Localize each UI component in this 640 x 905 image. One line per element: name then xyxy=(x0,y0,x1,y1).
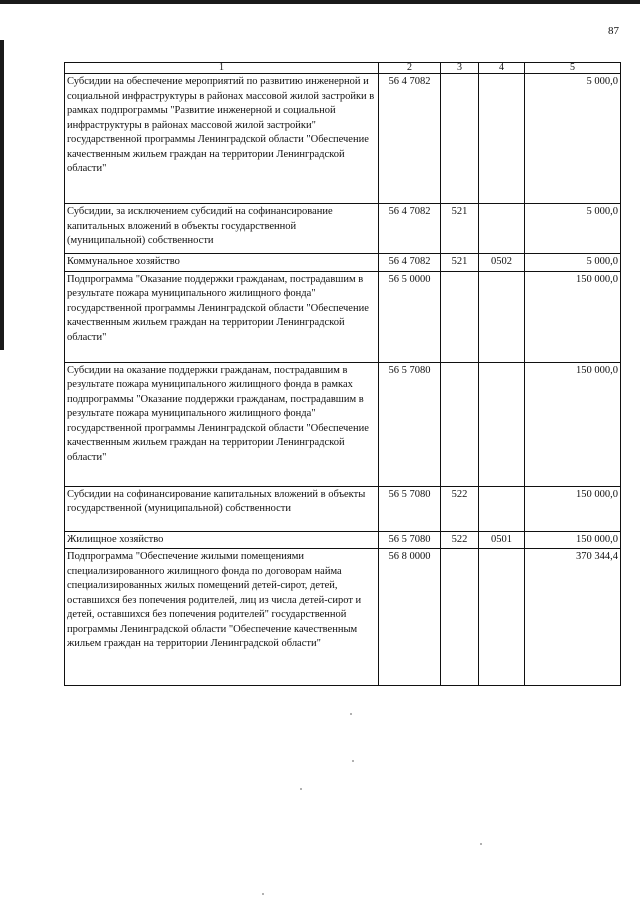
row-vr: 522 xyxy=(441,486,479,531)
row-name: Субсидии, за исключением субсидий на софинансирование капитальных вложений в объекты государственной (муниципальной) собственности xyxy=(65,204,379,254)
row-rz xyxy=(479,271,525,362)
table-row xyxy=(65,271,621,362)
row-code: 56 4 7082 xyxy=(379,254,441,272)
row-name: Субсидии на оказание поддержки гражданам, пострадавшим в результате пожара муниципального жилищного фонда в рамках подпрограммы "Оказание поддержки гражданам, пострадавшим в результате пожара муниципального жилищного фонда" государственной программы Ленинградской области "Обеспечение качественным жильем граждан на территории Ленинградской области" xyxy=(65,362,379,486)
table-row xyxy=(65,486,621,531)
scan-speck xyxy=(352,760,354,762)
row-amount: 5 000,0 xyxy=(525,74,621,204)
row-amount: 150 000,0 xyxy=(525,362,621,486)
scan-speck xyxy=(300,788,302,790)
row-rz: 0501 xyxy=(479,531,525,549)
table-row xyxy=(65,549,621,686)
row-name: Подпрограмма "Обеспечение жилыми помещениями специализированного жилищного фонда по договорам найма специализированных жилых помещений детей-сирот, детей, оставшихся без попечения родителей, лиц из числа детей-сирот и детей, оставшихся без попечения родителей" государственной программы Ленинградской области "Обеспечение качественным жильем граждан на территории Ленинградской области" xyxy=(65,549,379,686)
header-col-3: 3 xyxy=(441,63,479,74)
row-vr xyxy=(441,549,479,686)
page-number: 87 xyxy=(608,25,619,37)
scan-top-edge xyxy=(0,0,640,4)
table-row xyxy=(65,254,621,272)
row-vr xyxy=(441,74,479,204)
row-amount: 150 000,0 xyxy=(525,486,621,531)
row-amount: 150 000,0 xyxy=(525,531,621,549)
header-col-1: 1 xyxy=(65,63,379,74)
row-rz xyxy=(479,549,525,686)
row-vr: 521 xyxy=(441,204,479,254)
row-amount: 5 000,0 xyxy=(525,204,621,254)
row-code: 56 5 7080 xyxy=(379,362,441,486)
row-rz xyxy=(479,486,525,531)
row-rz xyxy=(479,362,525,486)
row-rz xyxy=(479,74,525,204)
row-code: 56 4 7082 xyxy=(379,74,441,204)
table-row xyxy=(65,531,621,549)
row-rz xyxy=(479,204,525,254)
row-amount: 5 000,0 xyxy=(525,254,621,272)
row-name: Субсидии на обеспечение мероприятий по развитию инженерной и социальной инфраструктуры в районах массовой жилой застройки в рамках подпрограммы "Развитие инженерной и социальной инфраструктуры в районах массовой жилой застройки" государственной программы Ленинградской области "Обеспечение качественным жильем граждан на территории Ленинградской области" xyxy=(65,74,379,204)
row-code: 56 5 7080 xyxy=(379,531,441,549)
row-amount: 150 000,0 xyxy=(525,271,621,362)
table-row xyxy=(65,204,621,254)
row-vr xyxy=(441,362,479,486)
row-code: 56 5 7080 xyxy=(379,486,441,531)
row-rz: 0502 xyxy=(479,254,525,272)
row-name: Жилищное хозяйство xyxy=(65,531,379,549)
row-amount: 370 344,4 xyxy=(525,549,621,686)
row-vr xyxy=(441,271,479,362)
row-code: 56 4 7082 xyxy=(379,204,441,254)
row-vr: 522 xyxy=(441,531,479,549)
header-col-2: 2 xyxy=(379,63,441,74)
row-code: 56 8 0000 xyxy=(379,549,441,686)
header-row xyxy=(65,63,621,74)
row-name: Коммунальное хозяйство xyxy=(65,254,379,272)
scan-speck xyxy=(350,713,352,715)
table-row xyxy=(65,74,621,204)
scan-left-edge xyxy=(0,40,4,350)
row-code: 56 5 0000 xyxy=(379,271,441,362)
table-row xyxy=(65,362,621,486)
budget-table xyxy=(64,62,621,686)
row-vr: 521 xyxy=(441,254,479,272)
row-name: Подпрограмма "Оказание поддержки гражданам, пострадавшим в результате пожара муниципального жилищного фонда" государственной программы Ленинградской области "Обеспечение качественным жильем граждан на территории Ленинградской области" xyxy=(65,271,379,362)
row-name: Субсидии на софинансирование капитальных вложений в объекты государственной (муниципальной) собственности xyxy=(65,486,379,531)
scan-speck xyxy=(480,843,482,845)
header-col-4: 4 xyxy=(479,63,525,74)
scan-speck xyxy=(262,893,264,895)
header-col-5: 5 xyxy=(525,63,621,74)
